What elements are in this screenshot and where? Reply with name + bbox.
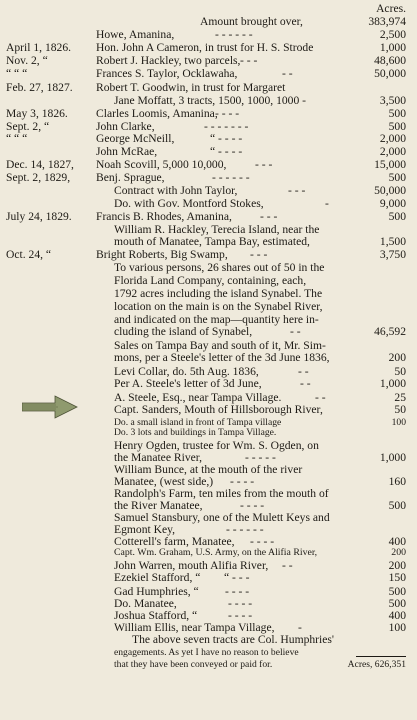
- brought-over-value: 383,974: [368, 15, 406, 28]
- entry-acres: 50,000: [374, 67, 406, 80]
- entry-description: Do. a small island in front of Tampa village: [114, 417, 282, 428]
- entry-description: William Ellis, near Tampa Village,: [114, 621, 275, 634]
- entry-description: 1792 acres including the island Synabel. The: [114, 287, 323, 300]
- entry-description: Benj. Sprague,: [96, 171, 165, 184]
- entry-description: Frances S. Taylor, Ocklawaha,: [96, 67, 238, 80]
- entry-description: John Clarke,: [96, 120, 155, 133]
- entry-acres: 200: [388, 351, 406, 364]
- entry-description: Manatee, (west side,): [114, 475, 214, 488]
- ledger-entry: [0, 634, 417, 647]
- total-acres: Acres, 626,351: [347, 659, 406, 670]
- ledger-entry: [0, 326, 417, 339]
- entry-description: William R. Hackley, Terecia Island, near the: [114, 223, 320, 236]
- entry-description: William Bunce, at the mouth of the river: [114, 463, 303, 476]
- entry-acres: 48,600: [374, 54, 406, 67]
- entry-description: Cotterell's farm, Manatee,: [114, 535, 235, 548]
- entry-acres: 200: [391, 547, 406, 558]
- entry-description: mouth of Manatee, Tampa Bay, estimated,: [114, 235, 310, 248]
- entry-leader-dashes: - -: [298, 365, 309, 378]
- ledger-entry: [0, 572, 417, 585]
- entry-leader-dashes: - - - -: [228, 609, 253, 622]
- entry-acres: 500: [388, 585, 406, 598]
- entry-date: “ “ “: [6, 67, 28, 80]
- entry-leader-dashes: - - -: [240, 54, 258, 67]
- ledger-entry: [0, 378, 417, 391]
- entry-acres: 200: [388, 559, 406, 572]
- entry-description: Levi Collar, do. 5th Aug. 1836,: [114, 365, 259, 378]
- sum-rule: [356, 656, 406, 657]
- ledger-entry: [0, 68, 417, 81]
- ledger-entry: [0, 660, 417, 673]
- entry-description: A. Steele, Esq., near Tampa Village.: [114, 391, 282, 404]
- entry-date: “ “ “: [6, 132, 28, 145]
- entry-acres: 150: [388, 571, 406, 584]
- entry-acres: 2,000: [379, 132, 406, 145]
- entry-acres: 500: [388, 597, 406, 610]
- entry-description: Robert J. Hackley, two parcels,: [96, 54, 241, 67]
- entry-acres: 400: [388, 535, 406, 548]
- entry-date: Nov. 2, “: [6, 54, 48, 67]
- entry-acres: 100: [388, 621, 406, 634]
- entry-acres: 3,750: [379, 248, 406, 261]
- entry-date: Dec. 14, 1827,: [6, 158, 74, 171]
- entry-description: Florida Land Company, containing, each,: [114, 274, 307, 287]
- entry-leader-dashes: - - - - -: [245, 451, 276, 464]
- entry-leader-dashes: “ - - - -: [210, 145, 243, 158]
- entry-description: location on the main is on the Synabel River,: [114, 300, 323, 313]
- entry-date: July 24, 1829.: [6, 210, 72, 223]
- entry-description: that they have been conveyed or paid for.: [114, 659, 273, 670]
- entry-leader-dashes: - - - -: [230, 475, 255, 488]
- amount-brought-over-line: [0, 16, 417, 29]
- entry-leader-dashes: - - -: [250, 248, 268, 261]
- entry-leader-dashes: -: [325, 197, 329, 210]
- entry-description: Sales on Tampa Bay and south of it, Mr. Sim-: [114, 339, 326, 352]
- entry-description: and indicated on the map—quantity here in-: [114, 313, 319, 326]
- entry-acres: 1,000: [379, 41, 406, 54]
- entry-description: Robert T. Goodwin, in trust for Margaret: [96, 81, 286, 94]
- entry-date: Sept. 2, “: [6, 120, 50, 133]
- entry-description: John McRae,: [96, 145, 158, 158]
- entry-description: mons, per a Steele's letter of the 3d June 1836,: [114, 351, 330, 364]
- entry-acres: 500: [388, 120, 406, 133]
- entry-date: Sept. 2, 1829,: [6, 171, 71, 184]
- entry-description: The above seven tracts are Col. Humphries': [132, 633, 335, 646]
- entry-description: Do. with Gov. Montford Stokes,: [114, 197, 264, 210]
- entry-description: Per A. Steele's letter of 3d June,: [114, 377, 262, 390]
- entry-description: John Warren, mouth Alifia River,: [114, 559, 269, 572]
- entry-acres: 160: [388, 475, 406, 488]
- entry-acres: 3,500: [379, 94, 406, 107]
- entry-description: Randolph's Farm, ten miles from the mouth of: [114, 487, 329, 500]
- entry-acres: 15,000: [374, 158, 406, 171]
- entry-description: the River Manatee,: [114, 499, 203, 512]
- brought-over-label: Amount brought over,: [200, 15, 303, 28]
- entry-description: Clarles Loomis, Amanina,: [96, 107, 218, 120]
- ledger-entry: [0, 133, 417, 146]
- entry-acres: 50,000: [374, 184, 406, 197]
- entry-leader-dashes: - - - -: [228, 597, 253, 610]
- entry-acres: 500: [388, 107, 406, 120]
- entry-description: Hon. John A Cameron, in trust for H. S. Strode: [96, 41, 314, 54]
- entry-description: Howe, Amanina,: [96, 28, 175, 41]
- entry-leader-dashes: - - - - - -: [226, 523, 264, 536]
- entry-acres: 500: [388, 499, 406, 512]
- entry-description: Bright Roberts, Big Swamp,: [96, 248, 228, 261]
- entry-leader-dashes: - -: [300, 377, 311, 390]
- entry-date: Oct. 24, “: [6, 248, 52, 261]
- entry-leader-dashes: -: [298, 621, 302, 634]
- entry-description: George McNeill,: [96, 132, 175, 145]
- entry-acres: 2,500: [379, 28, 406, 41]
- entry-leader-dashes: - - - -: [240, 499, 265, 512]
- entry-description: the Manatee River,: [114, 451, 203, 464]
- entry-description: Egmont Key,: [114, 523, 176, 536]
- entry-description: Do. Manatee,: [114, 597, 177, 610]
- entry-leader-dashes: - - -: [255, 158, 273, 171]
- entry-leader-dashes: - - - - - -: [215, 28, 253, 41]
- entry-acres: 400: [388, 609, 406, 622]
- entry-description: Samuel Stansbury, one of the Mulett Keys and: [114, 511, 330, 524]
- entry-leader-dashes: - - - -: [225, 585, 250, 598]
- entry-acres: 2,000: [379, 145, 406, 158]
- pointing-arrow-icon: [22, 394, 78, 420]
- entry-description: Joshua Stafford, “: [114, 609, 198, 622]
- entry-date: Feb. 27, 1827.: [6, 81, 73, 94]
- entry-leader-dashes: - -: [282, 559, 293, 572]
- entry-description: engagements. As yet I have no reason to believe: [114, 647, 299, 658]
- entry-leader-dashes: - - -: [288, 184, 306, 197]
- entry-acres: 1,000: [379, 377, 406, 390]
- entry-description: Jane Moffatt, 3 tracts, 1500, 1000, 1000 -: [114, 94, 307, 107]
- entry-leader-dashes: - -: [315, 391, 326, 404]
- entry-acres: 46,592: [374, 325, 406, 338]
- entry-leader-dashes: - -: [290, 325, 301, 338]
- entry-description: Noah Scovill, 5,000 10,000,: [96, 158, 227, 171]
- entry-leader-dashes: - - - - - - -: [204, 120, 249, 133]
- entry-description: Capt. Wm. Graham, U.S. Army, on the Alifia River,: [114, 547, 318, 558]
- entry-acres: 50: [394, 403, 406, 416]
- entry-leader-dashes: - - -: [260, 210, 278, 223]
- entry-leader-dashes: - - - -: [250, 535, 275, 548]
- entry-description: cluding the island of Synabel,: [114, 325, 253, 338]
- entry-leader-dashes: “ - - -: [224, 571, 250, 584]
- entry-acres: 50: [394, 365, 406, 378]
- entry-leader-dashes: - - - -: [215, 107, 240, 120]
- entry-description: To various persons, 26 shares out of 50 in the: [114, 261, 325, 274]
- entry-description: Gad Humphries, “: [114, 585, 199, 598]
- entry-acres: 1,000: [379, 451, 406, 464]
- entry-acres: 100: [391, 417, 406, 428]
- entry-date: April 1, 1826.: [6, 41, 72, 54]
- entry-description: Capt. Sanders, Mouth of Hillsborough River,: [114, 403, 323, 416]
- entry-acres: 500: [388, 171, 406, 184]
- entry-date: May 3, 1826.: [6, 107, 68, 120]
- entry-description: Henry Ogden, trustee for Wm. S. Ogden, on: [114, 439, 319, 452]
- entry-acres: 25: [394, 391, 406, 404]
- entry-leader-dashes: - -: [282, 67, 293, 80]
- entry-description: Do. 3 lots and buildings in Tampa Village.: [114, 427, 277, 438]
- entry-description: Francis B. Rhodes, Amanina,: [96, 210, 232, 223]
- entry-acres: 9,000: [379, 197, 406, 210]
- entry-leader-dashes: - - - - - -: [212, 171, 250, 184]
- entry-description: Ezekiel Stafford, “: [114, 571, 201, 584]
- entry-description: Contract with John Taylor,: [114, 184, 238, 197]
- entry-leader-dashes: “ - - - -: [210, 132, 243, 145]
- ledger-entry: [0, 352, 417, 365]
- acres-column-header: Acres.: [376, 2, 406, 15]
- entry-acres: 500: [388, 210, 406, 223]
- entry-acres: 1,500: [379, 235, 406, 248]
